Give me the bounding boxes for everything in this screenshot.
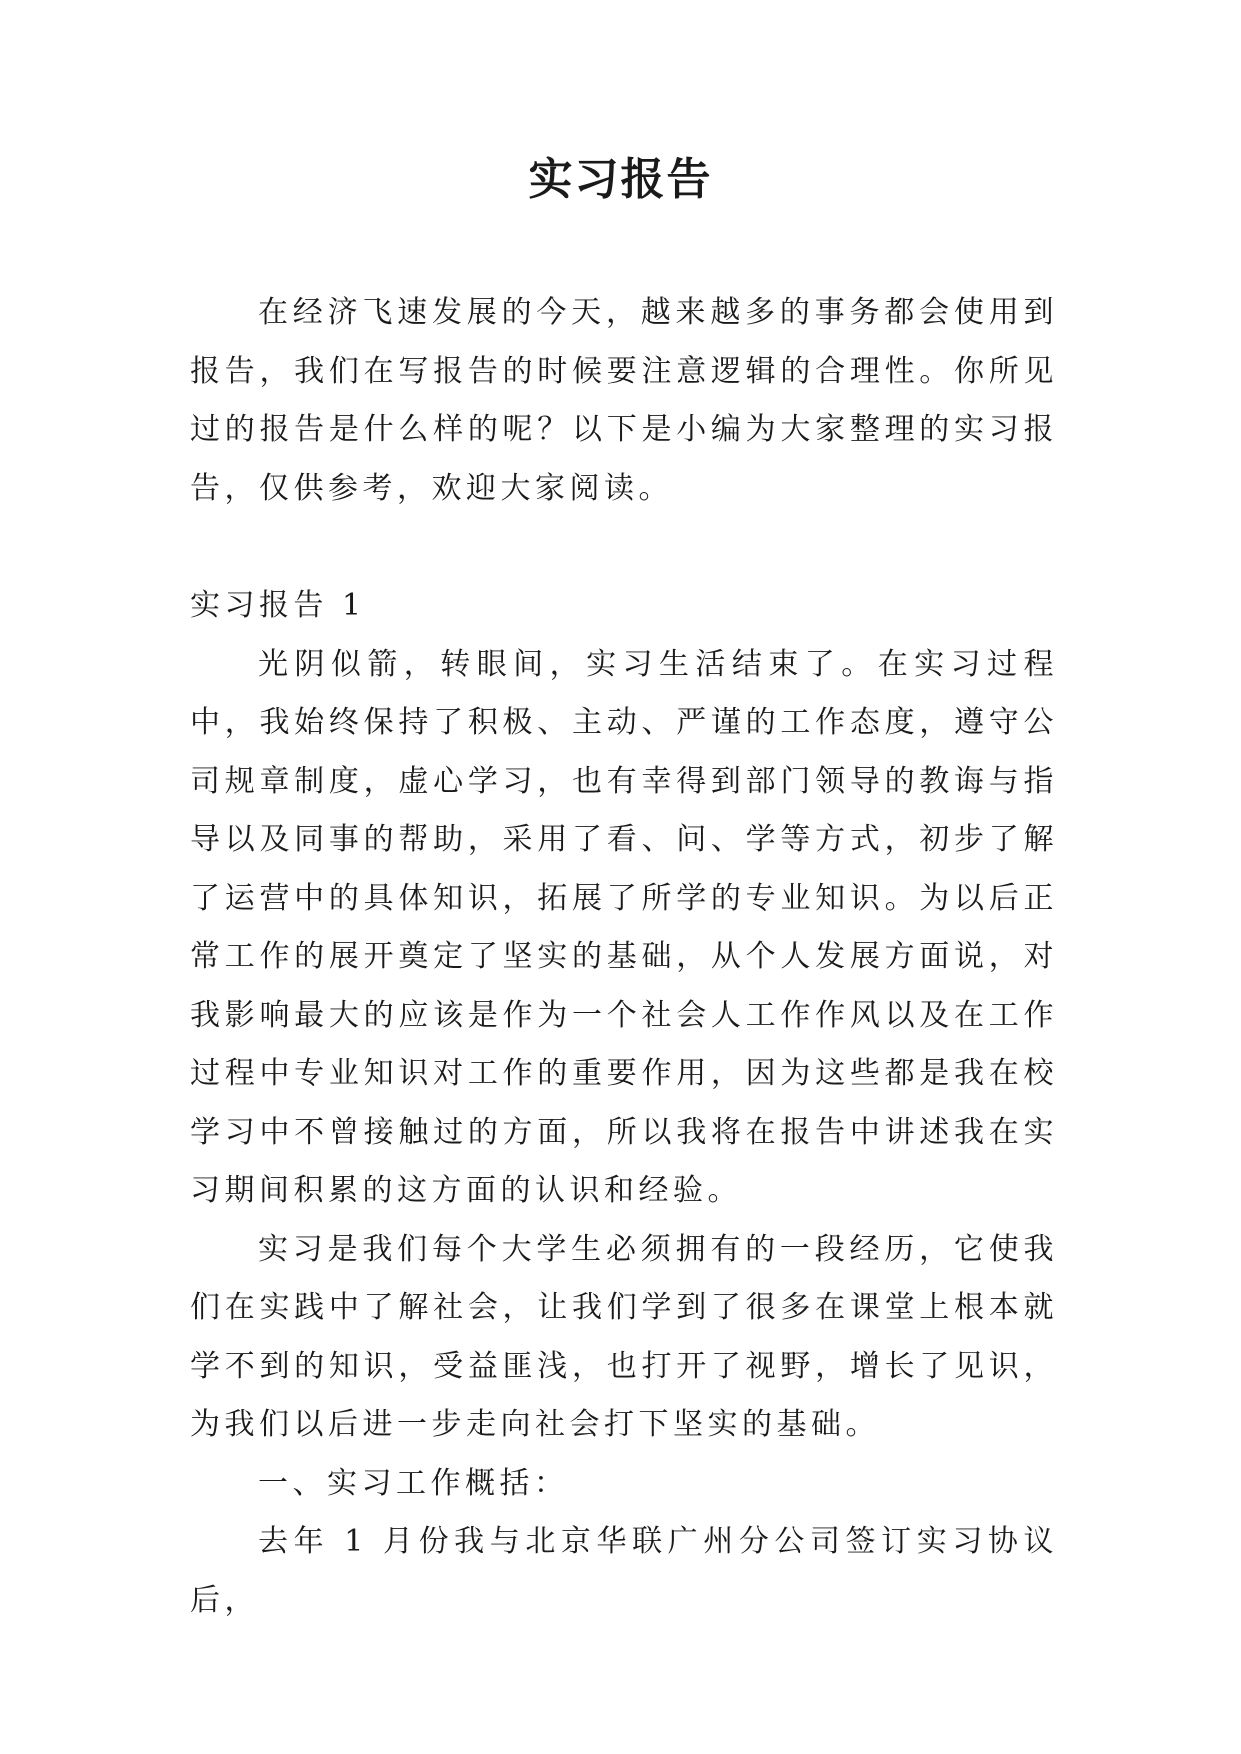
paragraph: 光阴似箭，转眼间，实习生活结束了。在实习过程中，我始终保持了积极、主动、严谨的工作态度，遵守公司规章制度，虚心学习，也有幸得到部门领导的教诲与指导以及同事的帮助，采用了看、问、学等方式，初步了解了运营中的具体知识，拓展了所学的专业知识。为以后正常工作的展开奠定了坚实的基础，从个人发展方面说，对我影响最大的应该是作为一个社会人工作作风以及在工作过程中专业知识对工作的重要作用，因为这些都是我在校学习中不曾接触过的方面，所以我将在报告中讲述我在实习期间积累的这方面的认识和经验。 [190, 646, 1058, 1208]
paragraph: 实习是我们每个大学生必须拥有的一段经历，它使我们在实践中了解社会，让我们学到了很多在课堂上根本就学不到的知识，受益匪浅，也打开了视野，增长了见识，为我们以后进一步走向社会打下坚实的基础。 [190, 1231, 1058, 1442]
paragraph: 去年 1 月份我与北京华联广州分公司签订实习协议后， [190, 1524, 1058, 1618]
document-title: 实习报告 [528, 154, 713, 205]
subheading: 一、实习工作概括： [258, 1465, 569, 1501]
report-section-1 [190, 577, 1058, 1630]
intro-paragraph: 在经济飞速发展的今天，越来越多的事务都会使用到报告，我们在写报告的时候要注意逻辑的合理性。你所见过的报告是什么样的呢？以下是小编为大家整理的实习报告，仅供参考，欢迎大家阅读。 [190, 295, 1058, 506]
section-heading: 实习报告 1 [190, 588, 366, 623]
intro-section [190, 284, 1058, 518]
